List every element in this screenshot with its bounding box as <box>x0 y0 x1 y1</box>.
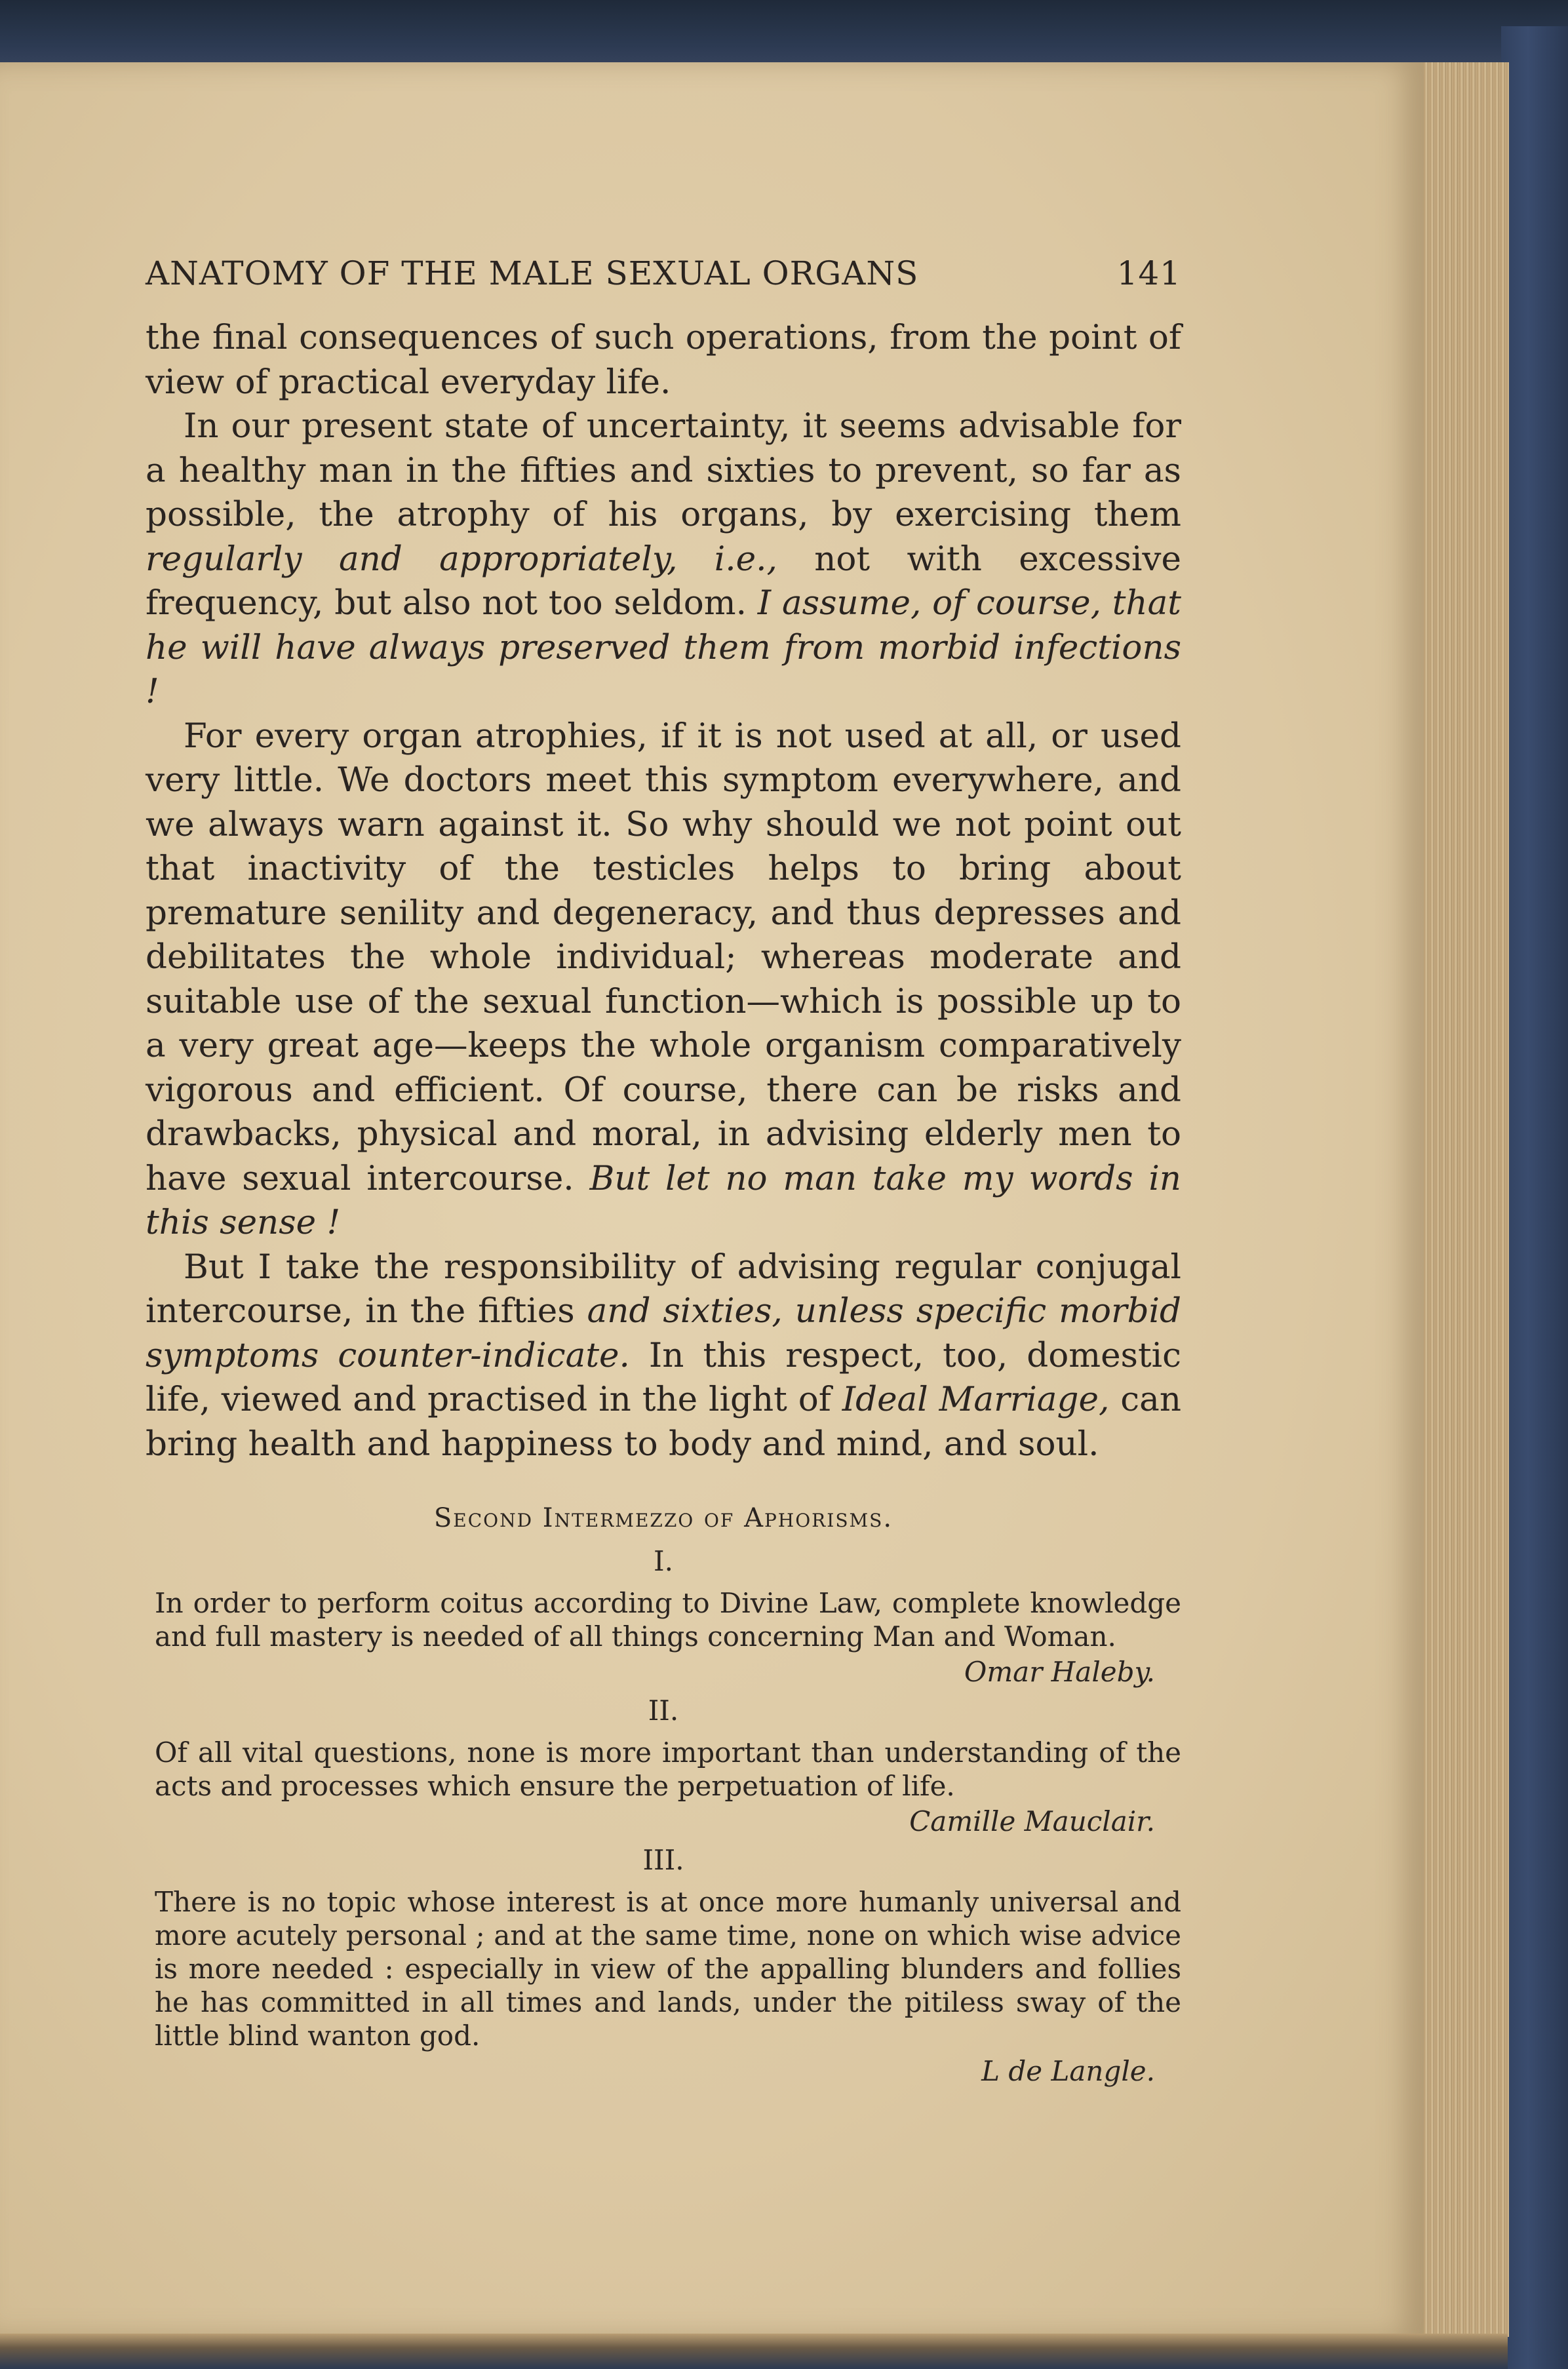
aphorism-text: In order to perform coitus according to Divine Law, complete knowledge and full mastery is needed of all things concerning Man and Woman. <box>155 1587 1181 1653</box>
p3-italic-b: But let no man take my words in this sense ! <box>146 1158 1181 1242</box>
running-head-title: ANATOMY OF THE MALE SEXUAL ORGANS <box>146 254 919 292</box>
aphorism-author: Camille Mauclair. <box>909 1805 1155 1837</box>
p2-text-a: In our present state of uncertainty, it seems advisable for a healthy man in the fifties and sixties to prevent, so far as possible, the atrophy of his organs, by exercising them <box>146 406 1181 534</box>
p4-text-c: In this respect, too, domestic life, viewed and practised in the light of <box>146 1335 1181 1419</box>
p3-text-a: For every organ atrophies, if it is not used at all, or used very little. We doctors meet this symptom everywhere, and we always warn against it. So why should we not point out that inactivity of the testicles helps to bring about premature senility and degeneracy, and thus depresses and debilitates the whole individual; whereas moderate and suitable use of the sexual function—which is possible up to a very great age—keeps the whole organism comparatively vigorous and efficient. Of course, there can be risks and drawbacks, physical and moral, in advising elderly men to have sexual intercourse. <box>146 716 1181 1198</box>
book-cover-spine-edge <box>1501 26 1568 2369</box>
page-content <box>146 254 1181 2087</box>
paragraph-1: the final consequences of such operations, from the point of view of practical everyday life. <box>146 318 1181 402</box>
aphorism-numeral: III. <box>642 1844 684 1876</box>
aphorism-numeral: I. <box>654 1545 673 1577</box>
p2-text-c: not with excessive frequency, but also not too seldom. <box>146 539 1181 623</box>
aphorism-text: Of all vital questions, none is more important than understanding of the acts and processes which ensure the perpetuation of life. <box>155 1736 1181 1802</box>
aphorism-author: L de Langle. <box>981 2055 1155 2087</box>
p4-italic-b: and sixties, unless specific morbid symptoms counter-indicate. <box>146 1291 1181 1375</box>
paragraph-3 <box>146 715 1181 1245</box>
paragraph-4 <box>146 1245 1181 1467</box>
aphorism-2 <box>146 1694 1181 1837</box>
p2-italic-b: regularly and appropriately, i.e., <box>146 539 777 579</box>
aphorism-text: There is no topic whose interest is at once more humanly universal and more acutely personal ; and at the same time, none on which wise advice is more needed : especially in view of the appalling blunders and follies he has committed in all times and lands, under the pitiless sway of the little blind wanton god. <box>155 1886 1181 2052</box>
intermezzo-title: Second Intermezzo of Aphorisms. <box>433 1503 893 1533</box>
aphorism-numeral: II. <box>648 1694 679 1727</box>
aphorism-author: Omar Haleby. <box>964 1656 1155 1688</box>
p4-italic-d: Ideal Marriage, <box>842 1380 1110 1419</box>
page-stack-edges <box>1409 62 1509 2337</box>
paragraph-2 <box>146 404 1181 715</box>
body-text <box>146 316 1181 1466</box>
page-number: 141 <box>1116 254 1181 292</box>
p4-text-e: can bring health and happiness to body and mind, and soul. <box>146 1380 1181 1464</box>
p2-italic-d: I assume, of course, that he will have always preserved them from morbid infections ! <box>146 583 1182 711</box>
running-head <box>146 254 1181 292</box>
book-bottom-edge <box>0 2334 1508 2369</box>
p4-text-a: But I take the responsibility of advising regular conjugal intercourse, in the fifties <box>146 1247 1181 1331</box>
aphorism-1 <box>146 1545 1181 1688</box>
aphorism-3 <box>146 1844 1181 2087</box>
